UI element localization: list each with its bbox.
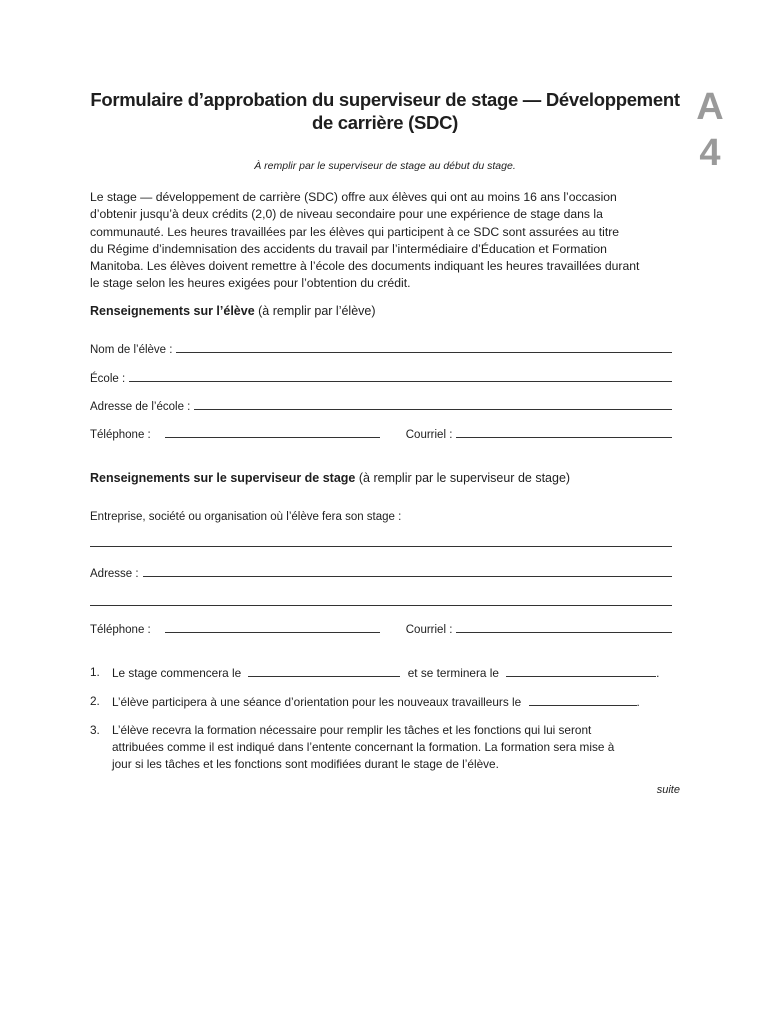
end-date-text: et se terminera le [407,666,499,680]
item-period: . [636,695,640,709]
intro-line: du Régime d’indemnisation des accidents du travail par l’intermédiaire d’Éducation et Formation [90,241,607,256]
form-title-line-2: de carrière (SDC) [311,112,459,133]
appendix-tag [690,84,730,176]
company-field-label-row [90,507,672,523]
supervisor-heading-bold: Renseignements sur le superviseur de stage [90,471,356,485]
list-item [90,664,680,682]
item-period: . [656,666,660,680]
supervisor-email-line[interactable] [456,632,672,633]
item-number: 1. [90,665,100,679]
school-address-line[interactable] [194,409,672,410]
supervisor-address-line-2[interactable] [90,605,672,606]
intro-line: d’obtenir jusqu’à deux crédits (2,0) de niveau secondaire pour une expérience de stage dans la [90,207,603,222]
supervisor-address-label: Adresse : [90,568,139,580]
intro-line: le stage selon les heures exigées pour l’obtention du crédit. [90,276,411,291]
item-body [112,722,680,773]
student-email-label: Courriel : [405,429,453,441]
student-phone-label: Téléphone : [90,429,151,441]
intro-line: communauté. Les heures travaillées par les élèves qui participent à ce SDC sont assurées au titre [90,224,620,239]
continued-label: suite [656,784,680,796]
orientation-text: L’élève participera à une séance d’orientation pour les nouveaux travailleurs le [112,695,522,709]
school-address-label: Adresse de l’école : [90,401,191,413]
student-name-label: Nom de l’élève : [90,344,173,356]
supervisor-email-label: Courriel : [405,624,453,636]
item-line: jour si les tâches et les fonctions sont modifiées durant le stage de l’élève. [112,757,499,771]
supervisor-heading-note: (à remplir par le superviseur de stage) [355,471,571,485]
student-heading-bold: Renseignements sur l’élève [90,304,255,318]
item-body [112,664,680,682]
intro-line: Le stage — développement de carrière (SDC) offre aux élèves qui ont au moins 16 ans l’occasion [90,190,617,204]
company-label: Entreprise, société ou organisation où l’élève fera son stage : [90,511,402,523]
appendix-letter: A [696,86,724,128]
item-number: 3. [90,723,100,737]
start-date-text: Le stage commencera le [112,666,242,680]
form-title [90,88,680,134]
student-heading-note: (à remplir par l’élève) [254,304,376,318]
school-field[interactable] [90,369,672,385]
appendix-number: 4 [699,132,721,174]
item-number: 2. [90,694,100,708]
intro-line: Manitoba. Les élèves doivent remettre à l’école des documents indiquant les heures travaillées durant [90,259,640,274]
student-name-line[interactable] [176,352,672,353]
school-label: École : [90,373,126,385]
supervisor-address-field[interactable] [90,564,672,580]
school-line[interactable] [129,381,672,382]
form-title-line-1: Formulaire d’approbation du superviseur de stage — Développement [90,89,680,110]
student-email-line[interactable] [456,437,672,438]
list-item [90,693,680,711]
student-phone-line[interactable] [165,437,380,438]
supervisor-phone-label: Téléphone : [90,624,151,636]
supervisor-phone-line[interactable] [165,632,380,633]
item-line: attribuées comme il est indiqué dans l’entente concernant la formation. La formation sera mise à [112,740,615,754]
school-address-field[interactable] [90,397,672,413]
item-body [112,693,680,711]
item-line: L’élève recevra la formation nécessaire pour remplir les tâches et les fonctions qui lui seront [112,723,592,737]
student-name-field[interactable] [90,340,672,356]
start-date-blank[interactable] [248,664,400,677]
supervisor-contact-row [90,620,672,636]
supervisor-address-line[interactable] [143,576,672,577]
list-item [90,722,680,773]
intro-paragraph [90,189,680,293]
student-section-heading [90,304,376,318]
form-subtitle: À remplir par le superviseur de stage au début du stage. [254,160,516,172]
student-contact-row [90,425,672,441]
orientation-date-blank[interactable] [529,693,637,706]
end-date-blank[interactable] [506,664,656,677]
company-line[interactable] [90,546,672,547]
supervisor-section-heading [90,471,570,485]
